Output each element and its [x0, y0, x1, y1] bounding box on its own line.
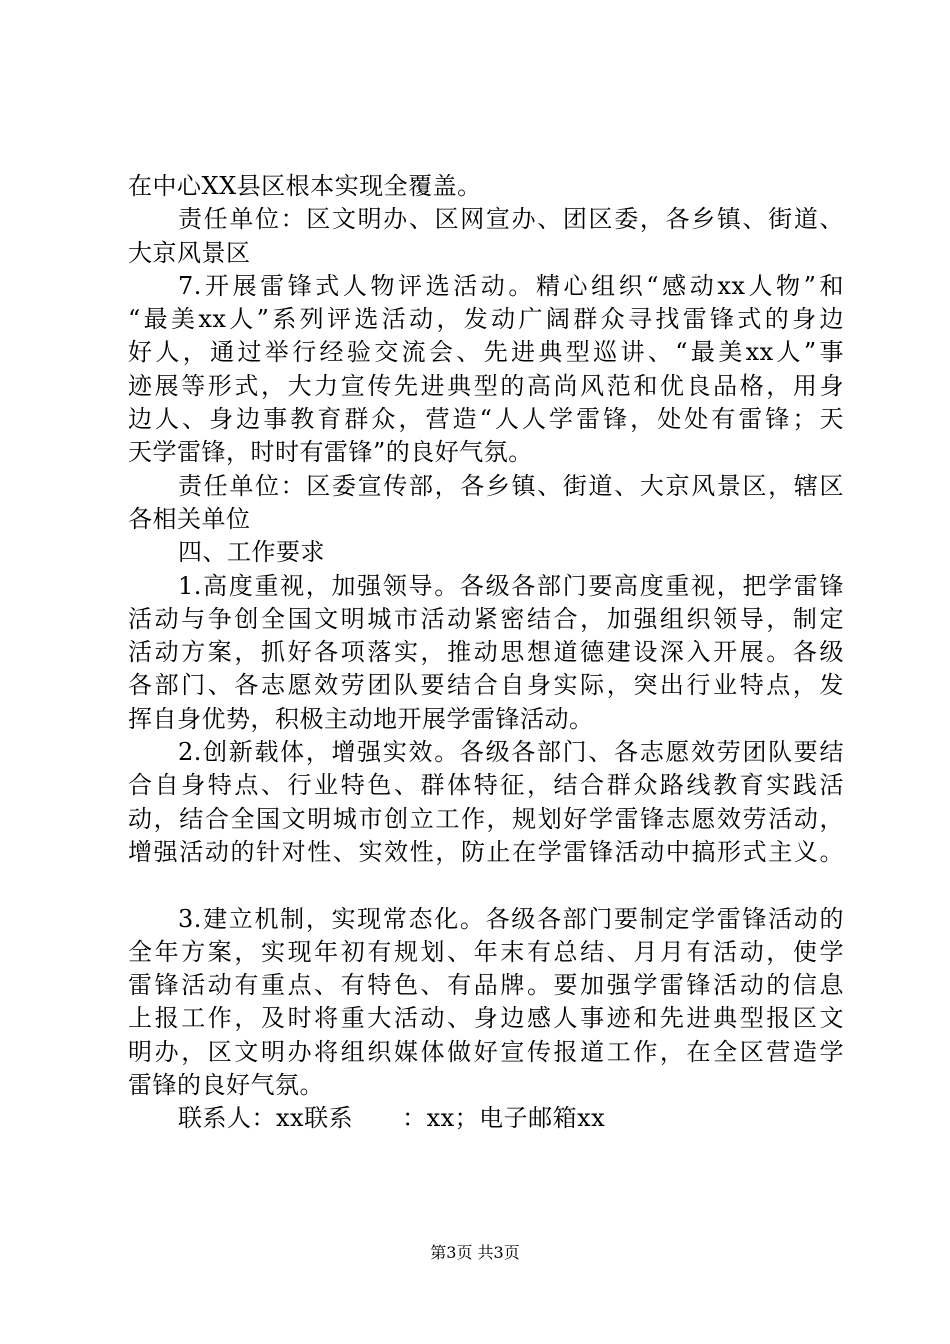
text-line: 雷锋活动有重点、有特色、有品牌。要加强学雷锋活动的信息	[128, 971, 844, 1000]
text-line: 各部门、各志愿效劳团队要结合自身实际，突出行业特点，发	[128, 671, 844, 700]
contact-line: 联系人：xx联系 ：xx；电子邮箱xx	[178, 1104, 606, 1133]
blank-line	[128, 869, 844, 902]
text-line: 上报工作，及时将重大活动、身边感人事迹和先进典型报区文	[128, 1004, 844, 1033]
text-line: 动，结合全国文明城市创立工作，规划好学雷锋志愿效劳活动，	[128, 804, 844, 833]
page-footer: 第3页 共3页	[430, 1243, 520, 1262]
text-line: 7.开展雷锋式人物评选活动。精心组织“感动xx人物”和	[178, 271, 844, 300]
text-line: 各相关单位	[128, 504, 251, 533]
text-line: 迹展等形式，大力宣传先进典型的高尚风范和优良品格，用身	[128, 371, 844, 400]
text-line: 合自身特点、行业特色、群体特征，结合群众路线教育实践活	[128, 771, 844, 800]
text-line: 天学雷锋，时时有雷锋”的良好气氛。	[128, 438, 533, 467]
text-line: 好人，通过举行经验交流会、先进典型巡讲、“最美xx人”事	[128, 338, 844, 367]
text-line: 2.创新载体，增强实效。各级各部门、各志愿效劳团队要结	[178, 738, 844, 767]
text-line: “最美xx人”系列评选活动，发动广阔群众寻找雷锋式的身边	[128, 305, 844, 334]
text-line: 大京风景区	[128, 238, 251, 267]
section-heading: 四、工作要求	[178, 538, 325, 567]
text-line: 1.高度重视，加强领导。各级各部门要高度重视，把学雷锋	[178, 571, 844, 600]
text-line: 3.建立机制，实现常态化。各级各部门要制定学雷锋活动的	[178, 904, 844, 933]
text-line: 雷锋的良好气氛。	[128, 1071, 324, 1100]
text-line: 全年方案，实现年初有规划、年末有总结、月月有活动，使学	[128, 937, 844, 966]
text-line: 在中心XX县区根本实现全覆盖。	[128, 172, 482, 200]
text-line: 活动与争创全国文明城市活动紧密结合，加强组织领导，制定	[128, 604, 844, 633]
text-line: 挥自身优势，积极主动地开展学雷锋活动。	[128, 704, 594, 733]
text-line: 明办，区文明办将组织媒体做好宣传报道工作，在全区营造学	[128, 1037, 844, 1066]
text-line: 增强活动的针对性、实效性，防止在学雷锋活动中搞形式主义。	[128, 837, 844, 866]
document-body	[128, 170, 844, 1136]
text-line: 活动方案，抓好各项落实，推动思想道德建设深入开展。各级	[128, 638, 844, 667]
text-line: 责任单位：区文明办、区网宣办、团区委，各乡镇、街道、	[178, 205, 844, 234]
text-line: 边人、身边事教育群众，营造“人人学雷锋，处处有雷锋；天	[128, 405, 844, 434]
text-line: 责任单位：区委宣传部，各乡镇、街道、大京风景区，辖区	[178, 471, 844, 500]
